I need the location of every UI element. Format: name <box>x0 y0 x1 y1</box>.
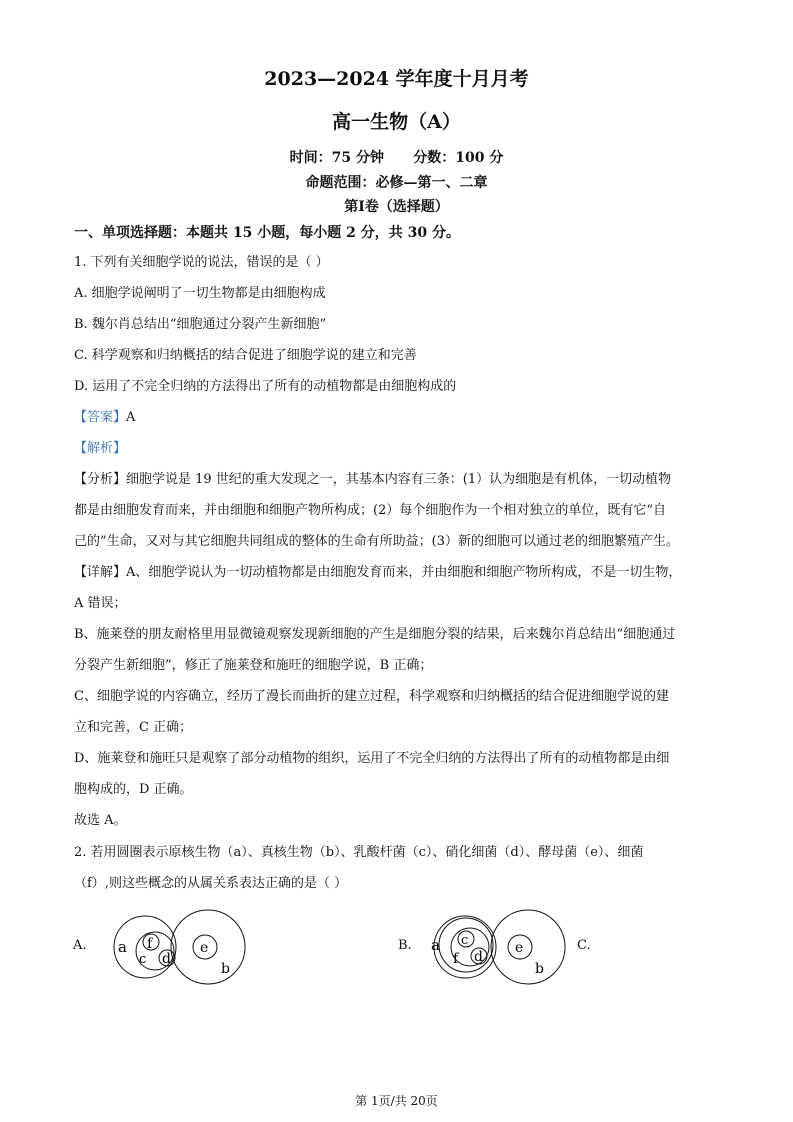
q2-option-c-label: C. <box>577 938 591 953</box>
label-b: b <box>535 961 544 977</box>
q1-option-b: B. 魏尔肖总结出“细胞通过分裂产生新细胞” <box>74 317 327 332</box>
label-f: f <box>147 936 153 952</box>
analysis-line: 故选 A。 <box>74 813 127 828</box>
analysis-line: A 错误； <box>74 596 127 611</box>
venn-diagram-a <box>108 905 253 990</box>
subject-title: 高一生物（A） <box>332 111 461 133</box>
label-b: b <box>221 961 230 977</box>
analysis-line: 己的”生命，又对与其它细胞共同组成的整体的生命有所助益；(3）新的细胞可以通过老的细胞繁殖产生。 <box>74 534 679 549</box>
analysis-line: 都是由细胞发育而来，并由细胞和细胞产物所构成；(2）每个细胞作为一个相对独立的单位，既有它“自 <box>74 503 666 518</box>
q1-stem: 1. 下列有关细胞学说的说法，错误的是（ ） <box>74 255 329 270</box>
circle-b <box>491 910 565 984</box>
analysis-line: 【详解】A、细胞学说认为一切动植物都是由细胞发育而来，并由细胞和细胞产物所构成，不是一切生物， <box>74 565 682 580</box>
analysis-line: 胞构成的，D 正确。 <box>74 782 193 797</box>
answer-value: A <box>126 410 136 425</box>
analysis-line: 【分析】细胞学说是 19 世纪的重大发现之一，其基本内容有三条：(1）认为细胞是有机体，一切动植物 <box>74 472 672 487</box>
label-c: c <box>139 952 147 967</box>
scope: 命题范围：必修—第一、二章 <box>305 175 488 191</box>
answer-tag: 【答案】 <box>74 410 127 425</box>
section-heading: 一、单项选择题：本题共 15 小题，每小题 2 分，共 30 分。 <box>74 225 460 241</box>
label-d: d <box>162 951 171 967</box>
label-e: e <box>515 940 524 956</box>
q2-stem-line2: （f）,则这些概念的从属关系表达正确的是（ ） <box>74 876 348 891</box>
q1-option-d: D. 运用了不完全归纳的方法得出了所有的动植物都是由细胞构成的 <box>74 379 457 394</box>
q1-option-a: A. 细胞学说阐明了一切生物都是由细胞构成 <box>74 286 326 301</box>
q1-option-c: C. 科学观察和归纳概括的结合促进了细胞学说的建立和完善 <box>74 348 417 363</box>
venn-diagram-b <box>428 905 573 990</box>
q2-option-a-label: A. <box>73 938 87 953</box>
analysis-line: D、施莱登和施旺只是观察了部分动植物的组织，运用了不完全归纳的方法得出了所有的动植物都是由细 <box>74 751 670 766</box>
label-e: e <box>200 940 209 956</box>
label-d: d <box>474 949 483 965</box>
label-a: a <box>118 938 127 956</box>
label-c: c <box>461 933 469 948</box>
q1-answer <box>74 406 135 425</box>
q2-stem-line1: 2. 若用圆圈表示原核生物（a）、真核生物（b）、乳酸杆菌（c）、硝化细菌（d）、酵母菌（e）、细菌 <box>74 845 644 860</box>
q2-option-b-label: B. <box>398 938 412 953</box>
analysis-line: B、施莱登的朋友耐格里用显微镜观察发现新细胞的产生是细胞分裂的结果，后来魏尔肖总结出“细胞通过 <box>74 627 676 642</box>
analysis-tag: 【解析】 <box>74 441 127 456</box>
analysis-line: 立和完善，C 正确； <box>74 720 193 735</box>
time-score: 时间：75 分钟 分数：100 分 <box>289 150 504 166</box>
analysis-line: 分裂产生新细胞”，修正了施莱登和施旺的细胞学说，B 正确； <box>74 658 433 673</box>
analysis-line: C、细胞学说的内容确立，经历了漫长而曲折的建立过程，科学观察和归纳概括的结合促进细胞学说的建 <box>74 689 669 704</box>
volume-title: 第Ⅰ卷（选择题） <box>344 199 449 215</box>
exam-title: 2023—2024 学年度十月月考 <box>264 68 529 90</box>
label-a: a <box>431 936 440 954</box>
label-f: f <box>453 951 459 967</box>
page-footer: 第 1页/共 20页 <box>355 1094 438 1108</box>
